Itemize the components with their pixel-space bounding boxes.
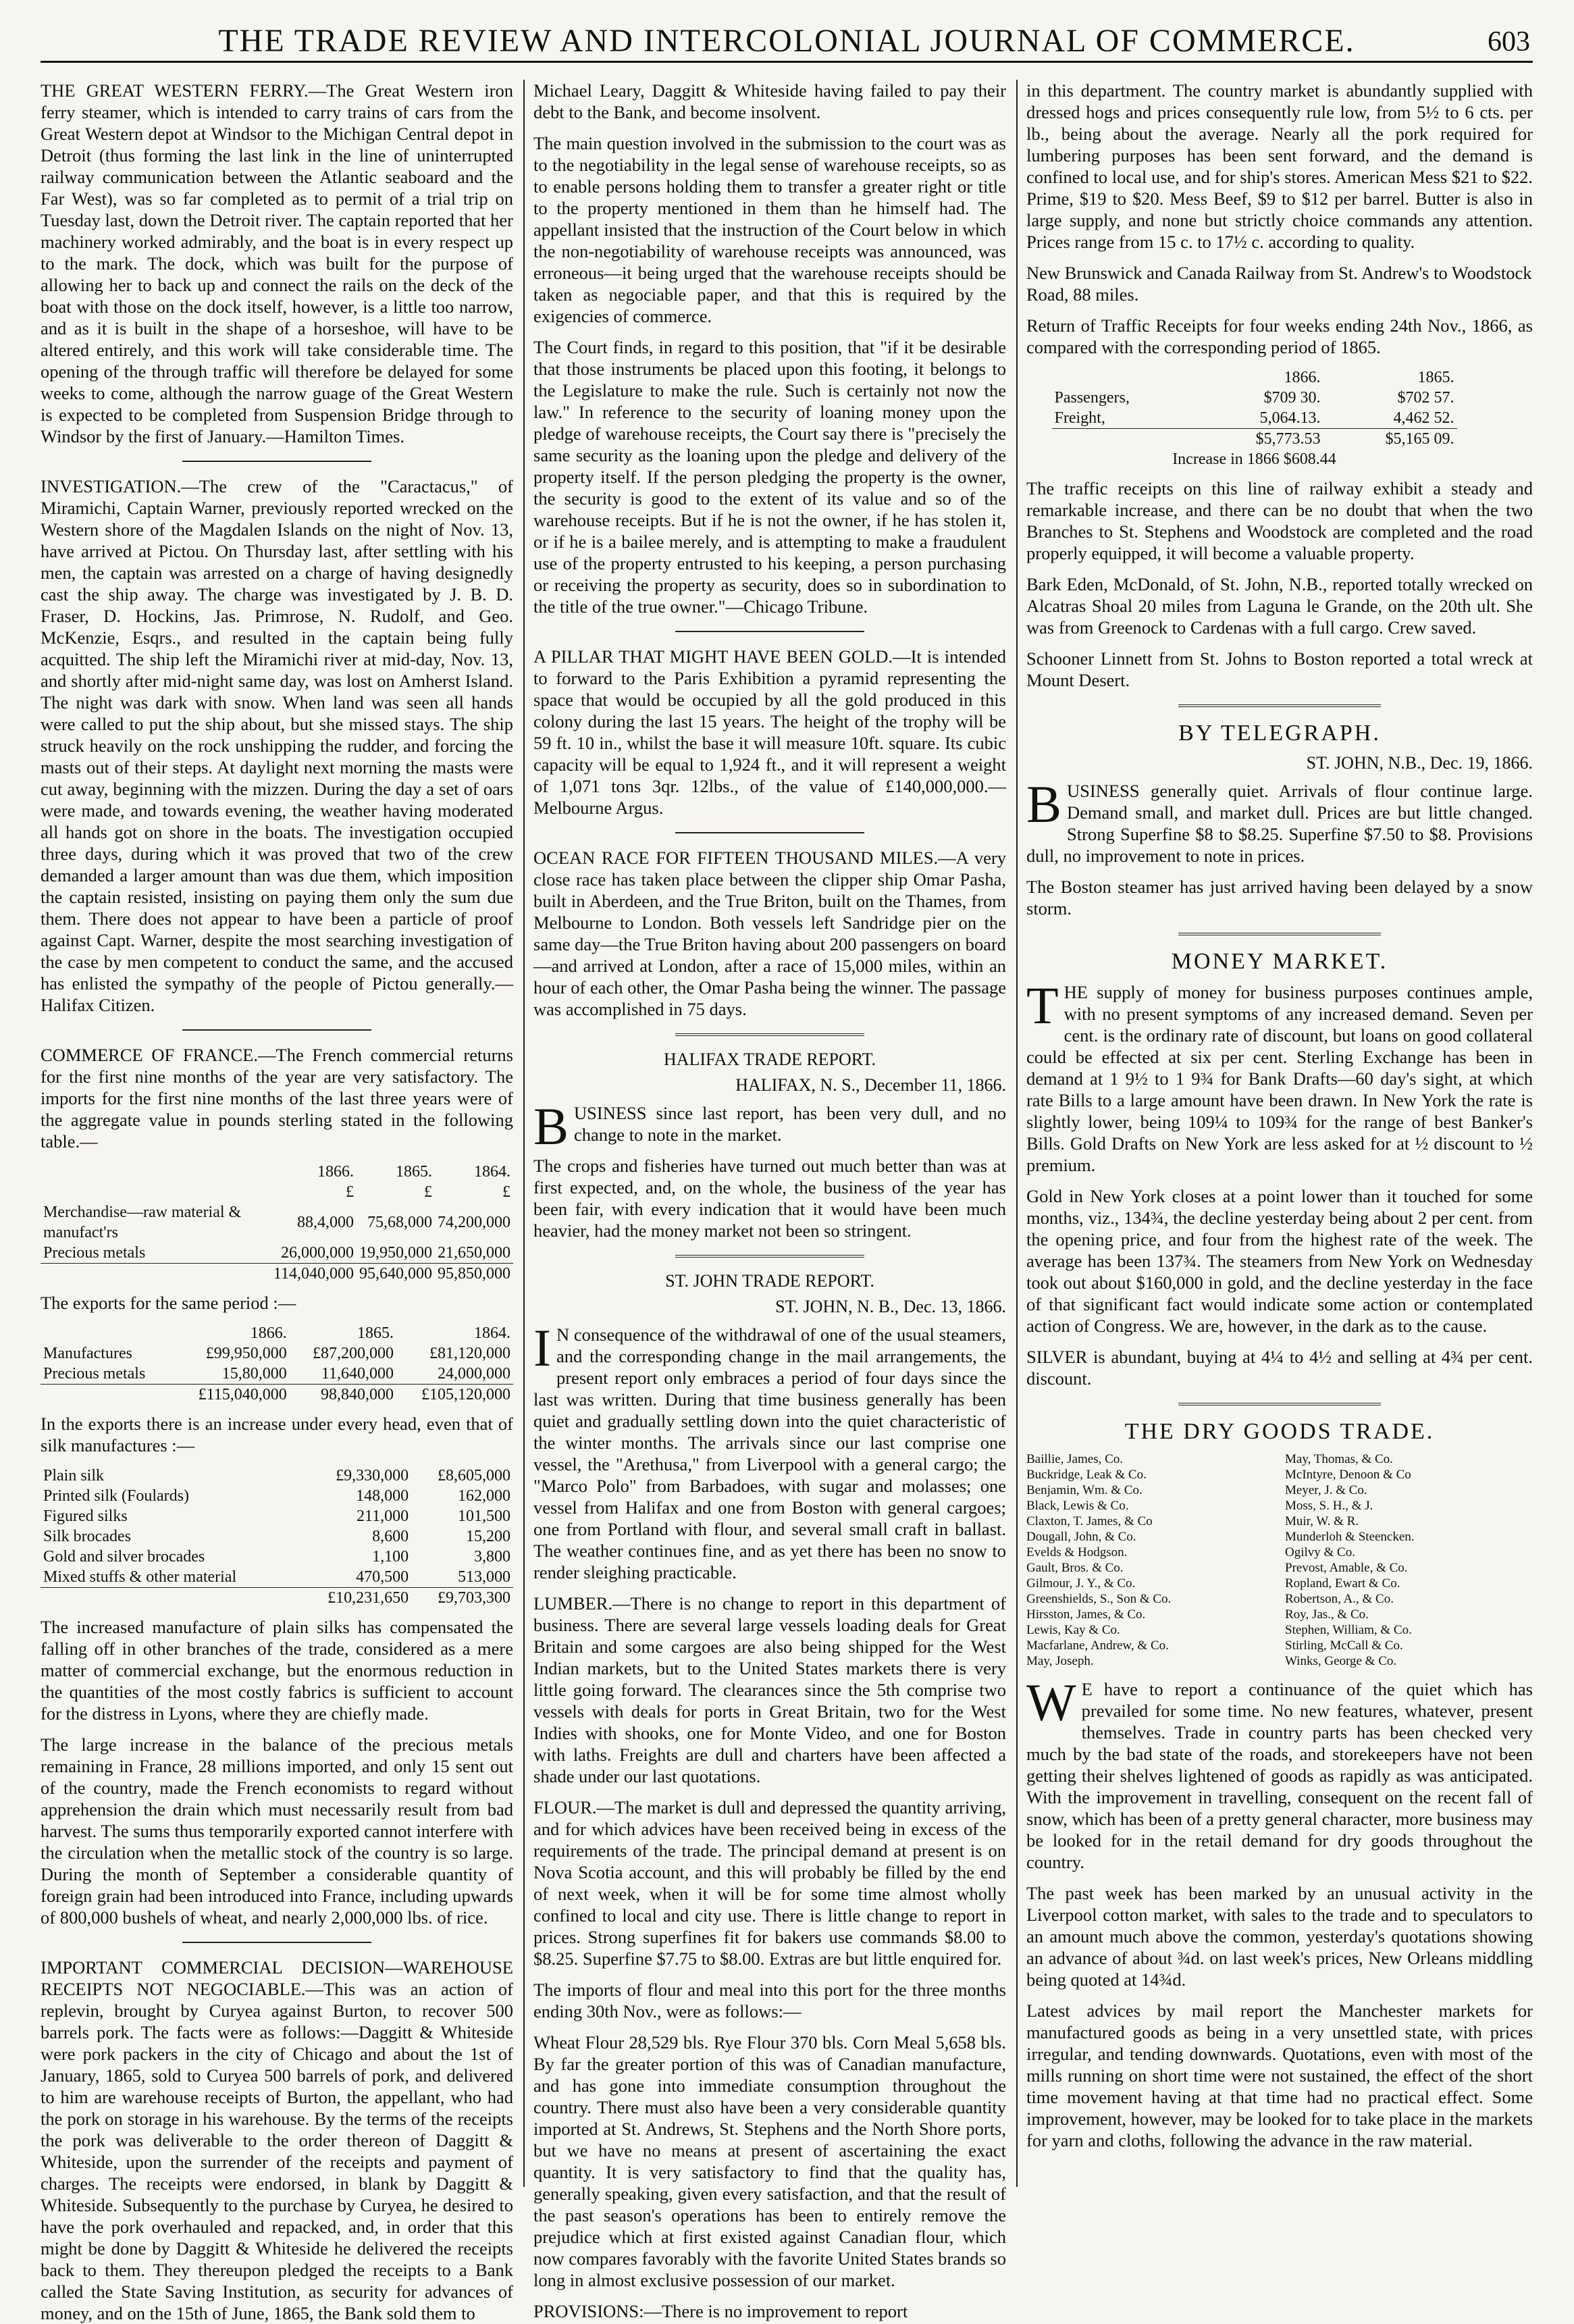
- firm-name: Gilmour, J. Y., & Co.: [1026, 1576, 1136, 1591]
- lumber-paragraph: LUMBER.—There is no change to report in this department of business. There are several large vessels loading deals for Great Britain and some cargoes are also being shipped for the West Indian markets, but to the United States markets there is very little going forward. The clearances since the 5th comprise two vessels with deals for ports in Great Britain, two for the West Indies with shooks, one for Monte Video, and one for Boston with laths. Freights are dull and charters have been affected a shade under our last quotations.: [533, 1593, 1006, 1786]
- article-commercial-decision: IMPORTANT COMMERCIAL DECISION—WAREHOUSE RECEIPTS NOT NEGOCIABLE.—This was an action of replevin, brought by Curyea against Burton, to recover 500 barrels pork. The facts were as follows:—Daggitt & Whiteside were pork packers in the city of Chicago and about the 1st of January, 1865, sold to Curyea 500 barrels of pork, and delivered to him are warehouse receipts of Burton, the appellant, who had the pork on storage in his warehouse. By the terms of the receipts the pork was deliverable to the order thereon of Daggitt & Whiteside, upon the surrender of the receipts and payment of charges. The receipts were endorsed, in blank by Daggitt & Whiteside. Subsequently to the purchase by Curyea, he desired to have the pork overhauled and repacked, and, in order that this might be done by Daggitt & Whiteside he delivered the receipts back to them. They thereupon pledged the receipts to a Bank called the State Saving Institution, as security for advances of money, and on the 15th of June, 1865, the Bank sold them to: [41, 1957, 513, 2323]
- table-header: [41, 1323, 174, 1343]
- firm-name: Munderloh & Steencken.: [1285, 1530, 1415, 1544]
- halifax-paragraph: The crops and fisheries have turned out much better than was at first expected, and, on the whole, the business of the year has been fair, with every indication that it would have been much heavier, had the money market not been so stringent.: [533, 1156, 1006, 1241]
- masthead: [41, 20, 1533, 63]
- firm-name: Lewis, Kay & Co.: [1026, 1623, 1120, 1637]
- firm-name: Buckridge, Leak & Co.: [1026, 1468, 1147, 1482]
- halifax-dateline: HALIFAX, N. S., December 11, 1866.: [735, 1075, 1006, 1095]
- firm-name: Dougall, John, & Co.: [1026, 1530, 1136, 1544]
- provisions-continued: in this department. The country market is abundantly supplied with dressed hogs and prices consequently rule low, from 5½ to 6 cts. per lb., being about the average. Nearly all the pork required for lumbering purposes has been sent forward, and the demand is confined to local use, and for ship's stores. American Mess $21 to $22. Prime, $19 to $20. Mess Beef, $9 to $12 per barrel. Butter is also in large supply, and none but strictly choice commands any attention. Prices range from 15 c. to 17½ c. according to quality.: [1026, 80, 1533, 252]
- firm-name: Evelds & Hodgson.: [1026, 1545, 1128, 1559]
- halifax-paragraph: BUSINESS since last report, has been very dull, and no change to note in the market.: [533, 1097, 1006, 1156]
- silk-intro: In the exports there is an increase under every head, even that of silk manufactures :—: [41, 1414, 513, 1455]
- table-row: Freight, 5,064.13. 4,462 52.: [1054, 409, 1454, 427]
- table-unit: £: [502, 1183, 510, 1201]
- firm-name: Macfarlane, Andrew, & Co.: [1026, 1638, 1169, 1653]
- table-header: 1865.: [396, 1163, 432, 1181]
- stjohn-dateline: ST. JOHN, N. B., Dec. 13, 1866.: [775, 1297, 1006, 1316]
- firm-name: May, Thomas, & Co.: [1285, 1452, 1393, 1466]
- dry-goods-paragraph: Latest advices by mail report the Manchester markets for manufactured goods as being in a very unsettled state, with prices irregular, and tending downwards. Quotations, even with most of the mills running on short time were not sustained, the effect of the short time movement having at that time had no practical effect. Some improvement, however, may be looked for to take place in the markets for yarn and cloths, following the advance in the raw material.: [1026, 2000, 1533, 2150]
- separator: [1178, 933, 1381, 935]
- separator: [675, 1033, 864, 1036]
- column-1: [41, 80, 513, 2323]
- firm-name: Prevost, Amable, & Co.: [1285, 1561, 1408, 1575]
- silk-exports-table: [41, 1466, 513, 1608]
- column-rule: [1016, 80, 1018, 2187]
- money-paragraph: Gold in New York closes at a point lower than it touched for some months, viz., 134¾, the decline yesterday being about 2 per cent. from the opening price, and four from the highest rate of the week. The average has been 137¾. The steamers from New York on Wednesday took out about $160,000 in gold, and the decline yesterday in the face of that significant fact would indicate some action or contemplated action of Congress. We are, however, in the dark as to the cause.: [1026, 1186, 1533, 1336]
- firm-name: Greenshields, S., Son & Co.: [1026, 1592, 1172, 1606]
- firm-name: Stirling, McCall & Co.: [1285, 1638, 1403, 1653]
- money-paragraph: THE supply of money for business purposes continues ample, with no present symptoms of any increased demand. Seven per cent. is the ordinary rate of discount, but loans on good collateral could be effected at six per cent. Sterling Exchange has been in demand at 1 9½ to 1 9¾ for Bank Drafts—60 day's sight, at which rate Bills to a large amount have been drawn. In New York the rate is slightly lower, being 109¼ to 109¾ for the range of best Banker's Bills. Gold Drafts on New York are less asked for at ½ discount to ½ premium.: [1026, 976, 1533, 1175]
- money-paragraph: SILVER is abundant, buying at 4¼ to 4½ and selling at 4¾ per cent. discount.: [1026, 1347, 1533, 1389]
- separator: [182, 1029, 371, 1031]
- journal-title: THE TRADE REVIEW AND INTERCOLONIAL JOURNAL OF COMMERCE.: [218, 22, 1355, 59]
- stjohn-report-title: ST. JOHN TRADE REPORT.: [665, 1271, 874, 1291]
- table-header: 1866.: [317, 1163, 354, 1181]
- firm-name: Black, Lewis & Co.: [1026, 1499, 1129, 1513]
- shipping-notice: Bark Eden, McDonald, of St. John, N.B., reported totally wrecked on Alcatras Shoal 20 miles from Laguna le Grande, on the 20th ult. She was from Greenock to Cardenas with a full cargo. Crew saved.: [1026, 574, 1533, 638]
- table-row: Mixed stuffs & other material 470,500 513,000: [43, 1568, 510, 1586]
- firm-name: Muir, W. & R.: [1285, 1514, 1359, 1528]
- separator: [675, 1255, 864, 1258]
- table-row: Figured silks 211,000 101,500: [43, 1507, 510, 1525]
- table-row: Precious metals 26,000,000 19,950,000 21,650,000: [43, 1244, 510, 1262]
- article-investigation: INVESTIGATION.—The crew of the "Caractacus," of Miramichi, Captain Warner, previously reported wrecked on the Western shore of the Magdalen Islands on the night of Nov. 13, have arrived at Pictou. On Thursday last, after settling with his men, the captain was arrested on a charge of having designedly cast the ship away. The charge was investigated by J. B. D. Fraser, D. Hockins, Jas. Primrose, N. Rudolf, and Geo. McKenzie, Esqrs., and resulted in the captain being fully acquitted. The ship left the Miramichi river at mid-day, Nov. 13, and shortly after mid-night same day, was lost on Amherst Island. The night was dark with snow. When land was seen all hands were called to put the ship about, but she missed stays. The ship struck heavily on the rock unshipping the rudder, and forcing the masts out of their steps. At daylight next morning the masts were cut away, beginning with the mizzen. During the day a set of oars were made, and towards evening, the weather having moderated all hands got on shore in the boats. The investigation occupied three days, during which it was proved that two of the crew demanded a larger amount than was due them, which imposition the captain resisted, insisting on paying them only the sum due them. There does not appear to have been a particle of proof against Capt. Warner, despite the most searching investigation of the case by men competent to conduct the same, and the accused has enlisted the sympathy of the people of Pictou generally.—Halifax Citizen.: [41, 476, 513, 1015]
- table-total-row: $5,773.53 $5,165 09.: [1052, 429, 1457, 450]
- table-row: Precious metals 15,80,000 11,640,000 24,000,000: [43, 1365, 510, 1383]
- decision-continued: Michael Leary, Daggitt & Whiteside having failed to pay their debt to the Bank, and become insolvent.: [533, 80, 1006, 122]
- separator: [1178, 704, 1381, 707]
- decision-continued: The Court finds, in regard to this position, that "if it be desirable that those instruments be placed upon this footing, it belongs to the Legislature to make the rule. Such is certainly not now the law." In reference to the security of loaning money upon the pledge of warehouse receipts, the Court say there is "precisely the same security as the loaning upon the pledge and delivery of the property itself. If the person pledging the property is the owner, the security is good to the extent of its value and so of the warehouse receipts. But if he is not the owner, if he has stolen it, or if he is a bailee merely, and is attempting to make a fraudulent use of the property entrusted to his keeping, a person purchasing or receiving the property as security, does so in subordination to the title of the true owner."—Chicago Tribune.: [533, 337, 1006, 617]
- traffic-table: [1052, 367, 1457, 469]
- separator: [675, 832, 864, 833]
- france-exports-table: [41, 1323, 513, 1405]
- table-header: 1866.: [1284, 369, 1321, 386]
- dry-goods-title: THE DRY GOODS TRADE.: [1124, 1419, 1435, 1444]
- france-paragraph: The large increase in the balance of the precious metals remaining in France, 28 millions imported, and only 15 sent out of the country, made the French economists to regard without apprehension the drain which must necessarily result from bad harvest. The sums thus temporarily exported cannot interfere with the circulation when the metallic stock of the country is so large. During the month of September a considerable quantity of foreign grain had been introduced into France, including upwards of 800,000 bushels of wheat, and nearly 2,000,000 lbs. of rice.: [41, 1734, 513, 1928]
- table-row: Gold and silver brocades 1,100 3,800: [43, 1548, 510, 1566]
- telegraph-paragraph: The Boston steamer has just arrived having been delayed by a snow storm.: [1026, 877, 1533, 919]
- halifax-report-title: HALIFAX TRADE REPORT.: [663, 1050, 876, 1069]
- decision-continued: The main question involved in the submission to the court was as to the negotiability in the legal sense of warehouse receipts, so as to enable persons holding them to transfer a greater right or title to the property mentioned in them than he himself had. The appellant insisted that the instruction of the Court below in which the non-negotiability of warehouse receipts was announced, was erroneous—it being urged that the warehouse receipts should be taken as negociable paper, and that this is required by the exigencies of commerce.: [533, 133, 1006, 326]
- money-market-title: MONEY MARKET.: [1171, 949, 1388, 974]
- table-header: 1865.: [357, 1324, 394, 1342]
- telegraph-title: BY TELEGRAPH.: [1178, 721, 1381, 746]
- firm-name: Winks, George & Co.: [1285, 1654, 1397, 1668]
- table-row: Merchandise—raw material & manufact'rs 88,4,000 75,68,000 74,200,000: [43, 1204, 510, 1241]
- table-row: Silk brocades 8,600 15,200: [43, 1528, 510, 1545]
- firm-name: Stephen, William, & Co.: [1285, 1623, 1412, 1637]
- table-unit: [41, 1182, 271, 1202]
- article-great-western-ferry: THE GREAT WESTERN FERRY.—The Great Western iron ferry steamer, which is intended to carry trains of cars from the Great Western depot at Windsor to the Michigan Central depot in Detroit (thus forming the last link in the line of uninterrupted railway communication between the Atlantic seaboard and the Far West), was so far completed as to permit of a trial trip on Tuesday last, down the Detroit river. The captain reported that her machinery worked admirably, and the boat is in every respect up to the mark. The dock, which was built for the purpose of allowing her to back up and connect the rails on the deck of the boat with those on the dock itself, however, is a little too narrow, and as it is built in the shape of a horseshoe, will have to be altered entirely, and this work will take considerable time. The opening of the through traffic will therefore be delayed for some weeks to come, although the narrow guage of the Great Western is expected to be completed from Suspension Bridge through to Windsor by the first of January.—Hamilton Times.: [41, 80, 513, 446]
- table-row: Printed silk (Foulards) 148,000 162,000: [43, 1487, 510, 1505]
- table-total-row: 114,040,000 95,640,000 95,850,000: [41, 1264, 513, 1285]
- france-paragraph: The increased manufacture of plain silks has compensated the falling off in other branches of the trade, considered as a mere matter of commercial exchange, but the enormous reduction in the quantities of the most costly fabrics is sufficient to account for the distress in Lyons, where they are chiefly made.: [41, 1617, 513, 1724]
- firm-name: Roy, Jas., & Co.: [1285, 1607, 1369, 1622]
- shipping-notice: Schooner Linnett from St. Johns to Boston reported a total wreck at Mount Desert.: [1026, 648, 1533, 690]
- column-2: [533, 80, 1006, 2321]
- article-commerce-of-france: COMMERCE OF FRANCE.—The French commercial returns for the first nine months of the year are very satisfactory. The imports for the first nine months of the last three years were of the aggregate value in pounds sterling stated in the following table.—: [41, 1045, 513, 1152]
- telegraph-paragraph: BUSINESS generally quiet. Arrivals of flour continue large. Demand small, and market dull. Prices are but little changed. Strong Superfine $8 to $8.25. Superfine $7.50 to $8. Provisions dull, no improvement to note in prices.: [1026, 775, 1533, 866]
- firm-name: Meyer, J. & Co.: [1285, 1483, 1367, 1497]
- firm-name: Hirsston, James, & Co.: [1026, 1607, 1146, 1622]
- flour-paragraph: FLOUR.—The market is dull and depressed the quantity arriving, and for which advices have been received being in excess of the requirements of the trade. The principal demand at present is on Nova Scotia account, and this will probably be filled by the end of next week, when it will be for some time almost wholly confined to local and city use. There is little change to report in prices. Strong superfines fit for bakers use commands $8.00 to $8.25. Superfine $7.75 to $8.00. Extras are but little enquired for.: [533, 1797, 1006, 1969]
- stjohn-paragraph: IN consequence of the withdrawal of one of the usual steamers, and the corresponding change in the mail arrangements, the present report only embraces a period of four days since the last was written. During that time business generally has been quiet and gradually settling down into the quiet characteristic of the winter months. The arrivals since our last comprise one vessel, the "Arethusa," from Liverpool with a general cargo; the "Marco Polo" from Barbadoes, with sugar and molasses; one vessel from Halifax and one from Boston with general cargoes; one from Portland with flour, and several small craft in ballast. The weather continues fine, and as yet there has been no snow to render sleighing practicable.: [533, 1318, 1006, 1582]
- firm-name: Ogilvy & Co.: [1285, 1545, 1355, 1559]
- firm-name: Ropland, Ewart & Co.: [1285, 1576, 1400, 1591]
- table-header: 1864.: [474, 1324, 510, 1342]
- firm-name: Gault, Bros. & Co.: [1026, 1561, 1124, 1575]
- table-header: [1052, 367, 1197, 388]
- article-ocean-race: OCEAN RACE FOR FIFTEEN THOUSAND MILES.—A very close race has taken place between the clipper ship Omar Pasha, built in Aberdeen, and the True Briton, built on the Thames, from Melbourne to London. Both vessels left Sandridge pier on the same day—the True Briton having about 200 passengers on board—and arrived at London, after a race of 15,000 miles, within an hour of each other, the Omar Pasha being the winner. The passage was accomplished in 75 days.: [533, 848, 1006, 1019]
- separator: [675, 631, 864, 632]
- traffic-increase: Increase in 1866 $608.44: [1172, 450, 1336, 468]
- table-unit: £: [424, 1183, 432, 1201]
- table-unit: £: [346, 1183, 354, 1201]
- firm-name: Moss, S. H., & J.: [1285, 1499, 1373, 1513]
- firm-name: Claxton, T. James, & Co: [1026, 1514, 1153, 1528]
- wheat-paragraph: Wheat Flour 28,529 bls. Rye Flour 370 bls. Corn Meal 5,658 bls. By far the greater portion of this was of Canadian manufacture, and has gone into immediate consumption throughout the country. There must also have been a very considerable quantity imported at St. Andrews, St. Stephens and the North Shore ports, but we have no means at present of ascertaining the exact quantity. It is very satisfactory to find that the quality has, generally speaking, given every satisfaction, and that the result of the past season's operations has been to entirely remove the prejudice which at first existed against Canadian flour, which now compares favorably with the favorite United States brands so long in almost exclusive possession of our market.: [533, 2032, 1006, 2290]
- table-header: 1864.: [474, 1163, 510, 1181]
- table-row: Plain silk £9,330,000 £8,605,000: [43, 1467, 510, 1484]
- railway-paragraph: Return of Traffic Receipts for four weeks ending 24th Nov., 1866, as compared with the corresponding period of 1865.: [1026, 315, 1533, 357]
- article-pillar-of-gold: A PILLAR THAT MIGHT HAVE BEEN GOLD.—It is intended to forward to the Paris Exhibition a pyramid representing the space that would be occupied by all the gold produced in this colony during the last 15 years. The height of the trophy will be 59 ft. 10 in., whilst the base it will measure 10ft. square. Its cubic capacity will be equal to 1,924 ft., and it will represent a weight of 1,071 tons 3qr. 12lbs., of the value of £140,000,000.—Melbourne Argus.: [533, 646, 1006, 818]
- france-imports-table: [41, 1162, 513, 1284]
- table-total-row: £10,231,650 £9,703,300: [41, 1588, 513, 1609]
- firm-name: May, Joseph.: [1026, 1654, 1094, 1668]
- column-3: [1026, 80, 1533, 2187]
- imports-paragraph: The imports of flour and meal into this port for the three months ending 30th Nov., were as follows:—: [533, 1980, 1006, 2021]
- firm-list: [1026, 1451, 1533, 1669]
- page-number: 603: [1488, 26, 1530, 57]
- firm-name: Baillie, James, Co.: [1026, 1452, 1124, 1466]
- separator: [182, 1942, 371, 1943]
- separator: [1178, 1403, 1381, 1405]
- table-header: [41, 1162, 271, 1182]
- table-total-row: £115,040,000 98,840,000 £105,120,000: [41, 1385, 513, 1405]
- telegraph-dateline: ST. JOHN, N.B., Dec. 19, 1866.: [1306, 753, 1533, 773]
- dry-goods-paragraph: WE have to report a continuance of the quiet which has prevailed for some time. No new features, whatever, present themselves. Trade in country parts has been checked very much by the bad state of the roads, and storekeepers have not been getting their shelves lightened of goods as rapidly as was anticipated. With the improvement in travelling, consequent on the recent fall of snow, which has been of a pretty general character, more business may be looked for in the retail demand for dry goods throughout the country.: [1026, 1673, 1533, 1872]
- firm-name: McIntyre, Denoon & Co: [1285, 1468, 1411, 1482]
- firm-name: Robertson, A., & Co.: [1285, 1592, 1394, 1606]
- table-row: Passengers, $709 30. $702 57.: [1054, 389, 1454, 407]
- provisions-paragraph: PROVISIONS:—There is no improvement to report: [533, 2301, 908, 2321]
- separator: [182, 461, 371, 462]
- table-row: Manufactures £99,950,000 £87,200,000 £81,120,000: [43, 1345, 510, 1362]
- firm-name: Benjamin, Wm. & Co.: [1026, 1483, 1143, 1497]
- railway-title: New Brunswick and Canada Railway from St. Andrew's to Woodstock Road, 88 miles.: [1026, 263, 1532, 305]
- table-header: 1866.: [250, 1324, 287, 1342]
- exports-intro: The exports for the same period :—: [41, 1293, 296, 1313]
- traffic-paragraph: The traffic receipts on this line of railway exhibit a steady and remarkable increase, and there can be no doubt that when the two Branches to St. Stephens and Woodstock are completed and the road properly equipped, it will become a valuable property.: [1026, 478, 1533, 563]
- dry-goods-paragraph: The past week has been marked by an unusual activity in the Liverpool cotton market, with sales to the trade and to speculators to an amount much above the common, yesterday's quotations showing an advance of about ¾d. on last week's prices, New Orleans middling being quoted at 14¾d.: [1026, 1883, 1533, 1990]
- column-rule: [523, 80, 525, 2187]
- table-header: 1865.: [1417, 369, 1454, 386]
